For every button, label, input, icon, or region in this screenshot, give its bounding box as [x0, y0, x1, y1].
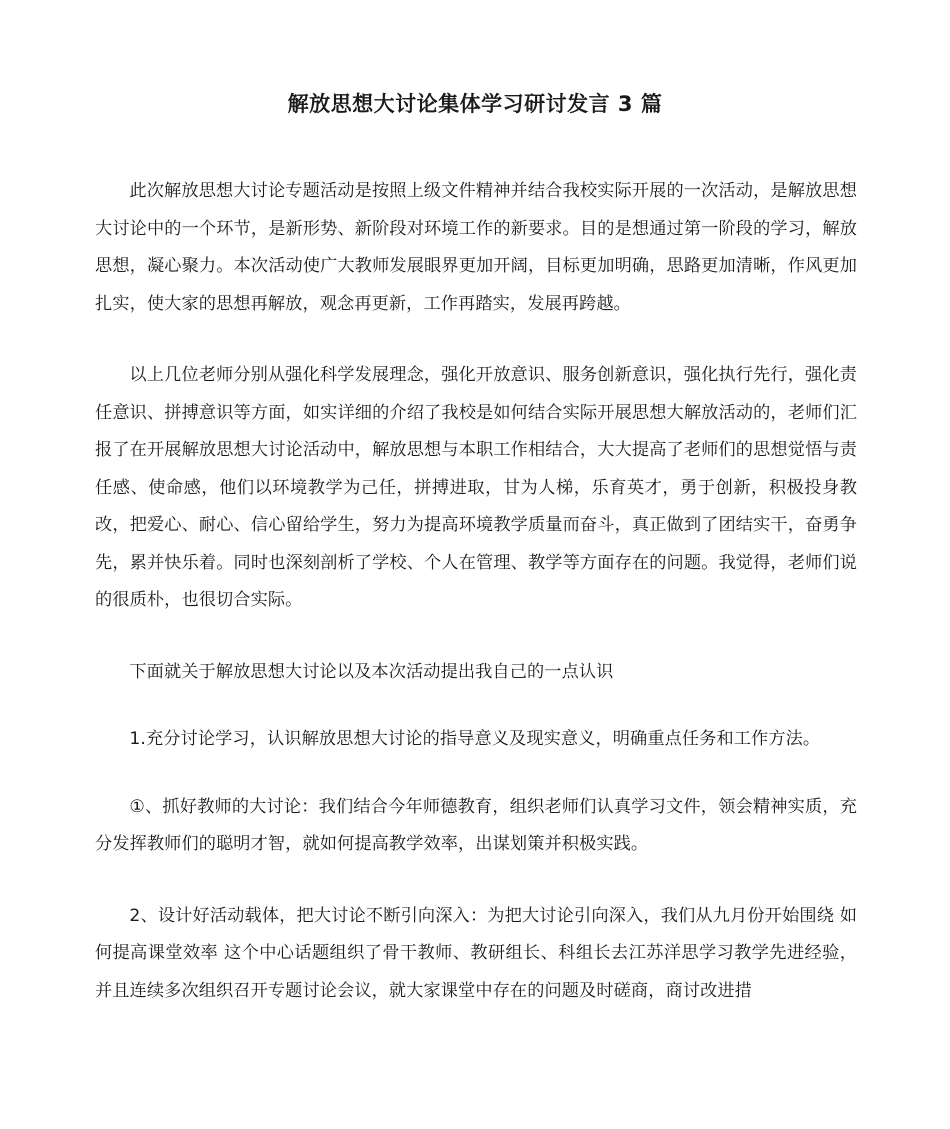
paragraph-teacher-reports: 以上几位老师分别从强化科学发展理念，强化开放意识、服务创新意识，强化执行先行，强化责任意识、拼搏意识等方面，如实详细的介绍了我校是如何结合实际开展思想大解放活动的，老师们汇报了在开展解放思想大讨论活动中，解放思想与本职工作相结合，大大提高了老师们的思想觉悟与责任感、使命感，他们以环境教学为己任，拼搏进取，甘为人梯，乐育英才，勇于创新，积极投身教改，把爱心、耐心、信心留给学生，努力为提高环境教学质量而奋斗，真正做到了团结实干，奋勇争先，累并快乐着。同时也深刻剖析了学校、个人在管理、教学等方面存在的问题。我觉得，老师们说的很质朴，也很切合实际。	[95, 365, 857, 610]
paragraph-intro: 此次解放思想大讨论专题活动是按照上级文件精神并结合我校实际开展的一次活动，是解放思想大讨论中的一个环节，是新形势、新阶段对环境工作的新要求。目的是想通过第一阶段的学习，解放思想，凝心聚力。本次活动使广大教师发展眼界更加开阔，目标更加明确，思路更加清晰，作风更加扎实，使大家的思想再解放，观念再更新，工作再踏实，发展再跨越。	[95, 181, 857, 314]
paragraph-point-1: 1.充分讨论学习，认识解放思想大讨论的指导意义及现实意义，明确重点任务和工作方法。	[129, 729, 821, 749]
document-body	[95, 173, 857, 1044]
document-title: 解放思想大讨论集体学习研讨发言 3 篇	[287, 92, 663, 116]
paragraph-lead-in: 下面就关于解放思想大讨论以及本次活动提出我自己的一点认识	[129, 661, 614, 682]
paragraph-subpoint-1: ①、抓好教师的大讨论：我们结合今年师德教育，组织老师们认真学习文件，领会精神实质，充分发挥教师们的聪明才智，就如何提高教学效率，出谋划策并积极实践。	[95, 796, 857, 854]
paragraph-point-2: 2、设计好活动载体，把大讨论不断引向深入：为把大讨论引向深入，我们从九月份开始围绕 如何提高课堂效率 这个中心话题组织了骨干教师、教研组长、科组长去江苏洋思学习教学先进经验，并且连续多次组织召开专题讨论会议，就大家课堂中存在的问题及时磋商，商讨改进措	[95, 905, 857, 1001]
